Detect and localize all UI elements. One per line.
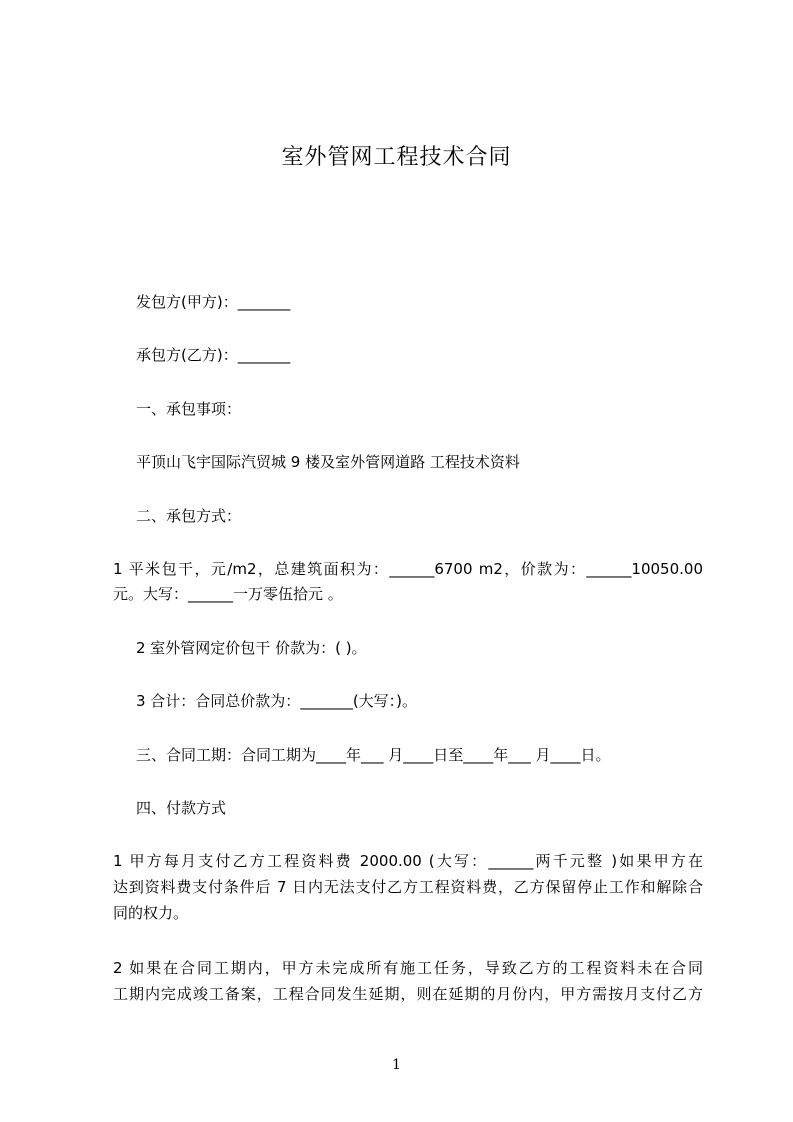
- item3-line: 3 合计：合同总价款为：_______(大写：)。: [136, 692, 418, 710]
- party-a-line: 发包方(甲方)：_______: [136, 293, 291, 311]
- pay2-line1: 2 如果在合同工期内，甲方未完成所有施工任务，导致乙方的工程资料未在合同: [113, 959, 703, 977]
- item2-line: 2 室外管网定价包干 价款为：( )。: [136, 639, 367, 657]
- pay2-line2: 工期内完成竣工备案，工程合同发生延期，则在延期的月份内，甲方需按月支付乙方: [113, 985, 703, 1003]
- section2-heading: 二、承包方式：: [136, 507, 242, 525]
- document-title: 室外管网工程技术合同: [281, 145, 512, 170]
- section3-line: 三、合同工期：合同工期为____年___ 月____日至____年___ 月____日。: [136, 746, 611, 764]
- item1-line1: 1 平米包干，元/m2，总建筑面积为：______6700 m2，价款为：______10050.00: [113, 560, 703, 578]
- section4-heading: 四、付款方式: [136, 799, 227, 817]
- pay1-line3: 同的权力。: [113, 904, 189, 922]
- section1-text: 平顶山飞宇国际汽贸城 9 楼及室外管网道路 工程技术资料: [136, 453, 520, 471]
- pay1-line2: 达到资料费支付条件后 7 日内无法支付乙方工程资料费，乙方保留停止工作和解除合: [113, 878, 703, 896]
- pay1-line1: 1 甲方每月支付乙方工程资料费 2000.00 (大写：______两千元整 )如果甲方在: [113, 852, 703, 870]
- section1-heading: 一、承包事项：: [136, 400, 242, 418]
- item1-line2: 元。大写：______一万零伍拾元 。: [113, 585, 343, 603]
- party-b-line: 承包方(乙方)：_______: [136, 346, 291, 364]
- page-number: 1: [392, 1057, 401, 1073]
